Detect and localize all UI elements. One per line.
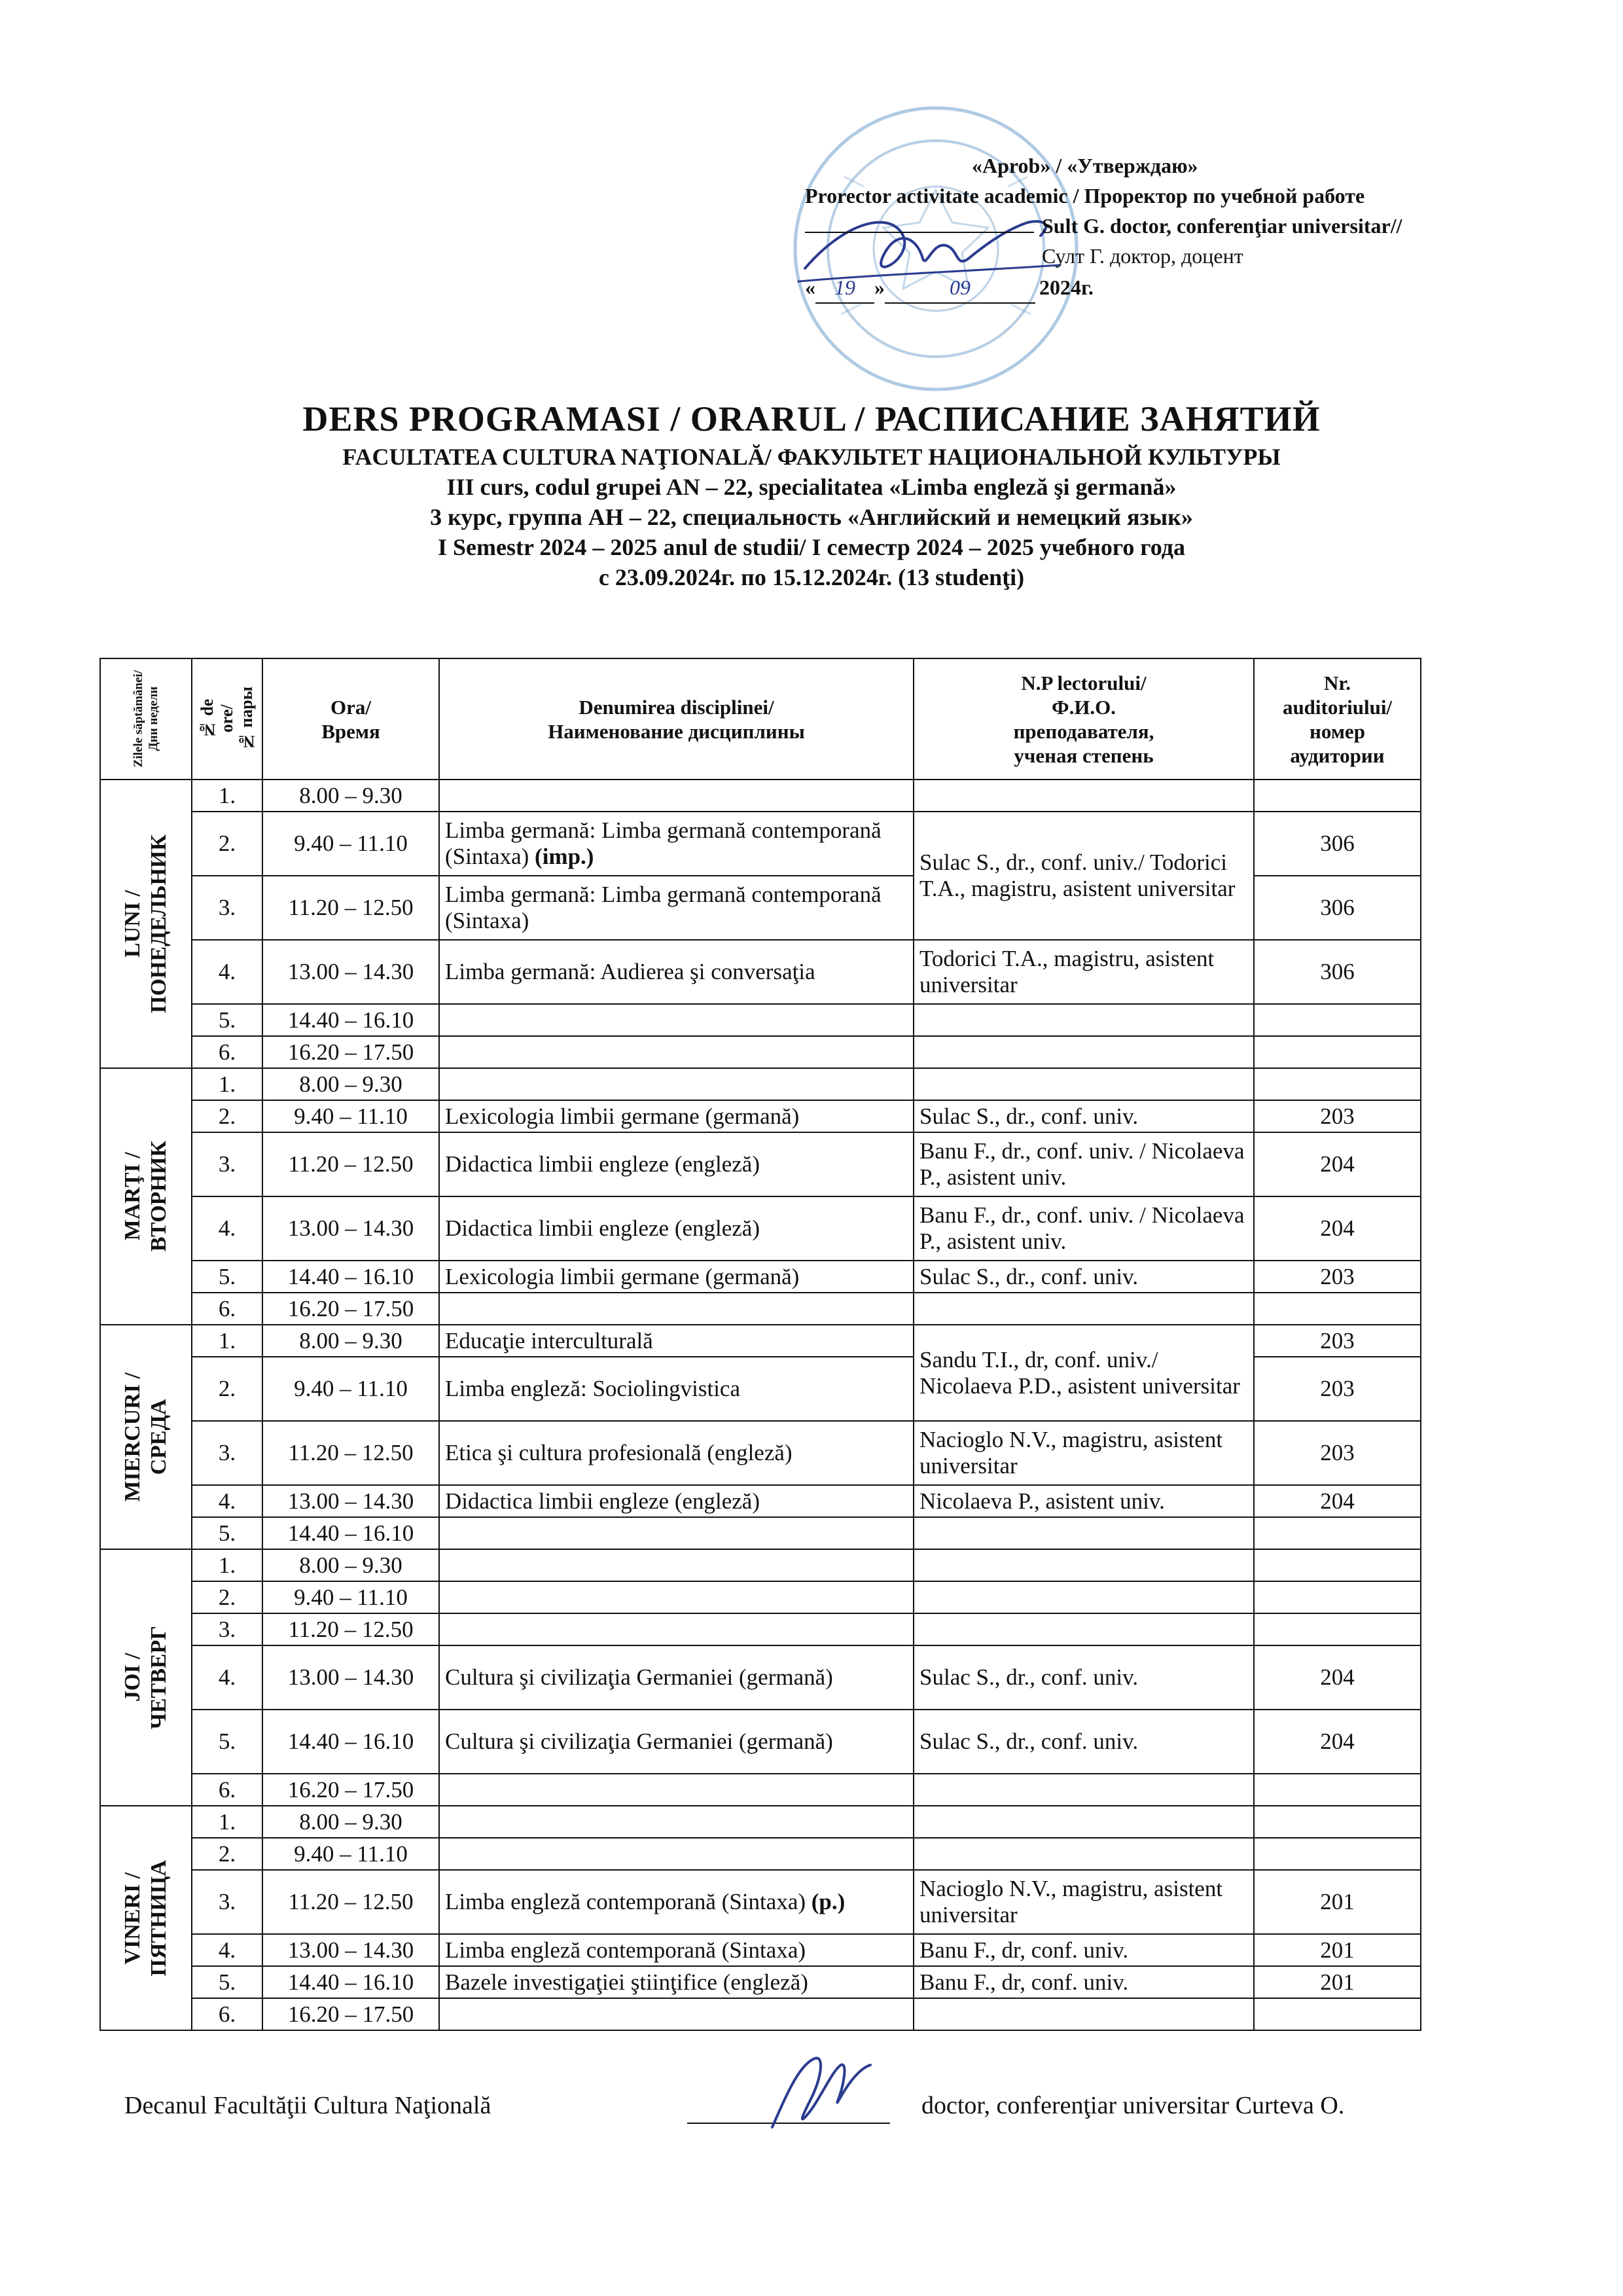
room [1254,1581,1421,1613]
table-row [100,1421,1421,1485]
discipline: Lexicologia limbii germane (germană) [439,1261,914,1293]
header-room [1254,658,1421,780]
day-label-ru: ЧЕТВЕРГ [147,1625,171,1730]
lecturer [914,780,1254,812]
lecturer: Banu F., dr., conf. univ. / Nicolaeva P., asistent univ. [914,1132,1254,1196]
table-row [100,1517,1421,1549]
header-discipline-1: Denumirea disciplinei/ [579,695,774,719]
day-label [120,1860,172,1977]
room: 203 [1254,1325,1421,1357]
pair-number: 4. [192,1645,262,1710]
room: 203 [1254,1421,1421,1485]
approval-block [805,151,1525,304]
header-day-text [131,670,161,767]
pair-time: 14.40 – 16.10 [262,1004,439,1036]
table-row [100,940,1421,1004]
lecturer: Banu F., dr., conf. univ. / Nicolaeva P., asistent univ. [914,1196,1254,1261]
discipline-text: Limba engleză contemporană (Sintaxa) [445,1889,806,1914]
pair-number: 5. [192,1261,262,1293]
room [1254,1293,1421,1325]
header-day [100,658,192,780]
pair-number: 6. [192,1998,262,2030]
header-number-2: ore/ [217,705,236,733]
discipline [439,1774,914,1806]
header-lecturer-2: Ф.И.О. [1051,695,1116,719]
pair-time: 16.20 – 17.50 [262,1293,439,1325]
header-number [192,658,262,780]
pair-number: 1. [192,1068,262,1100]
table-row [100,1036,1421,1068]
lecturer [914,1998,1254,2030]
discipline [439,1549,914,1581]
discipline: Cultura şi civilizaţia Germaniei (germană) [439,1645,914,1710]
page-title: DERS PROGRAMASI / ORARUL / РАСПИСАНИЕ ЗАНЯТИЙ [302,399,1321,439]
room: 204 [1254,1132,1421,1196]
lecturer: Todorici T.A., magistru, asistent universitar [914,940,1254,1004]
pair-time: 11.20 – 12.50 [262,876,439,940]
header-time [262,658,439,780]
pair-time: 9.40 – 11.10 [262,1581,439,1613]
table-row [100,812,1421,876]
table-row [100,1966,1421,1998]
pair-number: 1. [192,1549,262,1581]
lecturer [914,1036,1254,1068]
pair-number: 6. [192,1293,262,1325]
day-label-ro: MARŢI / [120,1152,145,1241]
day-cell-wednesday [100,1325,192,1549]
room [1254,1774,1421,1806]
table-row [100,1645,1421,1710]
table-row [100,1132,1421,1196]
discipline-type: (p.) [811,1889,846,1914]
header-lecturer-1: N.P lectorului/ [1021,671,1147,694]
day-label-ru: ВТОРНИК [147,1141,171,1252]
room: 201 [1254,1870,1421,1934]
header-lecturer [914,658,1254,780]
header-room-3: номер [1310,719,1365,743]
lecturer: Sulac S., dr., conf. univ. [914,1261,1254,1293]
pair-number: 3. [192,1132,262,1196]
pair-time: 9.40 – 11.10 [262,1100,439,1132]
lecturer: Sulac S., dr., conf. univ./ Todorici T.A., magistru, asistent universitar [914,812,1254,940]
header-time-1: Ora/ [330,695,371,719]
room: 201 [1254,1966,1421,1998]
discipline [439,1613,914,1645]
table-row [100,1325,1421,1357]
date-open-quote: « [805,276,815,299]
day-label-ro: MIERCURI / [120,1372,145,1502]
schedule-table [99,658,1421,2031]
discipline [439,1838,914,1870]
pair-number: 2. [192,1581,262,1613]
header-number-1: № de [198,698,217,740]
room: 306 [1254,940,1421,1004]
pair-time: 8.00 – 9.30 [262,1068,439,1100]
pair-number: 4. [192,1485,262,1517]
room [1254,1517,1421,1549]
discipline [439,1806,914,1838]
discipline: Cultura şi civilizaţia Germaniei (germană) [439,1710,914,1774]
header-day-ro: Zilele săptămânei/ [132,670,145,768]
pair-time: 16.20 – 17.50 [262,1036,439,1068]
room [1254,1613,1421,1645]
pair-number: 5. [192,1710,262,1774]
day-cell-friday [100,1806,192,2030]
discipline [439,780,914,812]
room [1254,1036,1421,1068]
lecturer [914,1293,1254,1325]
pair-time: 8.00 – 9.30 [262,1806,439,1838]
discipline: Lexicologia limbii germane (germană) [439,1100,914,1132]
approval-name-ru [805,241,1525,271]
pair-number: 2. [192,1357,262,1421]
table-row [100,1806,1421,1838]
header-room-4: аудитории [1290,744,1385,767]
pair-time: 16.20 – 17.50 [262,1998,439,2030]
room [1254,1806,1421,1838]
semester-line: I Semestr 2024 – 2025 anul de studii/ I семестр 2024 – 2025 учебного года [438,534,1185,560]
discipline: Limba germană: Limba germană contemporană (Sintaxa) [439,876,914,940]
day-label-ru: ПЯТНИЦА [147,1859,171,1977]
discipline [439,1036,914,1068]
discipline-text: Limba germană: Limba germană contemporană (Sintaxa) [445,817,882,869]
lecturer [914,1806,1254,1838]
discipline [439,1870,914,1934]
approval-position: Prorector activitate academic / Проректор по учебной работе [805,184,1365,207]
header-day-ru: Дни недели [147,687,160,751]
table-row [100,1293,1421,1325]
header-discipline [439,658,914,780]
header-time-2: Время [321,719,380,743]
table-row [100,1485,1421,1517]
pair-time: 9.40 – 11.10 [262,812,439,876]
date-year: 2024г. [1039,276,1094,299]
pair-time: 14.40 – 16.10 [262,1261,439,1293]
discipline [439,1581,914,1613]
pair-number: 1. [192,780,262,812]
approval-date [805,272,1525,304]
day-label [120,834,172,1013]
discipline: Didactica limbii engleze (engleză) [439,1485,914,1517]
approval-name-ro [805,211,1525,241]
table-row [100,1838,1421,1870]
discipline [439,1004,914,1036]
pair-time: 13.00 – 14.30 [262,1645,439,1710]
header-lecturer-3: преподавателя, [1013,719,1154,743]
lecturer [914,1068,1254,1100]
pair-time: 8.00 – 9.30 [262,1325,439,1357]
pair-number: 1. [192,1325,262,1357]
room [1254,1838,1421,1870]
pair-number: 3. [192,1613,262,1645]
day-cell-thursday [100,1549,192,1806]
pair-time: 11.20 – 12.50 [262,1132,439,1196]
day-label-ru: СРЕДА [147,1399,171,1475]
table-row [100,1100,1421,1132]
pair-time: 9.40 – 11.10 [262,1357,439,1421]
lecturer: Nacioglo N.V., magistru, asistent universitar [914,1421,1254,1485]
approval-name-ro-text: Sult G. doctor, conferenţiar universitar// [1042,214,1402,238]
discipline: Limba engleză contemporană (Sintaxa) [439,1934,914,1966]
day-label [120,1141,172,1251]
day-label-ro: VINERI / [120,1872,145,1964]
pair-number: 5. [192,1004,262,1036]
day-label-ro: JOI / [120,1653,145,1702]
room: 204 [1254,1645,1421,1710]
pair-time: 11.20 – 12.50 [262,1870,439,1934]
header-lecturer-4: ученая степень [1014,744,1154,767]
table-row [100,1934,1421,1966]
header-room-1: Nr. [1323,671,1351,694]
table-row [100,1581,1421,1613]
lecturer [914,1517,1254,1549]
pair-time: 8.00 – 9.30 [262,1549,439,1581]
day-cell-tuesday [100,1068,192,1325]
pair-time: 16.20 – 17.50 [262,1774,439,1806]
room [1254,1004,1421,1036]
day-cell-monday [100,780,192,1068]
discipline: Didactica limbii engleze (engleză) [439,1132,914,1196]
dean-title: doctor, conferenţiar universitar Curteva O. [921,2092,1345,2119]
date-day: 19 [815,272,874,304]
header-discipline-2: Наименование дисциплины [548,719,805,743]
pair-time: 11.20 – 12.50 [262,1421,439,1485]
discipline [439,1517,914,1549]
room: 201 [1254,1934,1421,1966]
room: 306 [1254,876,1421,940]
table-row [100,1549,1421,1581]
group-line-ru: 3 курс, группа АН – 22, специальность «Английский и немецкий язык» [430,504,1193,530]
discipline: Educaţie interculturală [439,1325,914,1357]
room: 204 [1254,1710,1421,1774]
lecturer: Banu F., dr, conf. univ. [914,1966,1254,1998]
pair-number: 2. [192,812,262,876]
table-row [100,1998,1421,2030]
room [1254,1998,1421,2030]
pair-time: 14.40 – 16.10 [262,1710,439,1774]
lecturer: Sulac S., dr., conf. univ. [914,1100,1254,1132]
discipline: Didactica limbii engleze (engleză) [439,1196,914,1261]
pair-number: 5. [192,1966,262,1998]
room: 203 [1254,1357,1421,1421]
room [1254,1068,1421,1100]
header-number-3: № пары [237,687,256,751]
pair-number: 2. [192,1100,262,1132]
discipline [439,1998,914,2030]
day-label-ro: LUNI / [120,890,145,958]
pair-time: 8.00 – 9.30 [262,780,439,812]
lecturer: Sandu T.I., dr, conf. univ./ Nicolaeva P.D., asistent universitar [914,1325,1254,1421]
pair-time: 13.00 – 14.30 [262,940,439,1004]
table-row [100,1004,1421,1036]
discipline: Bazele investigaţiei ştiinţifice (engleză) [439,1966,914,1998]
pair-number: 6. [192,1036,262,1068]
room: 203 [1254,1100,1421,1132]
pair-time: 9.40 – 11.10 [262,1838,439,1870]
pair-time: 13.00 – 14.30 [262,1485,439,1517]
discipline: Etica şi cultura profesională (engleză) [439,1421,914,1485]
approval-heading: «Aprob» / «Утверждаю» [972,154,1198,177]
pair-number: 1. [192,1806,262,1838]
pair-time: 11.20 – 12.50 [262,1613,439,1645]
header-room-2: auditoriului/ [1282,695,1393,719]
pair-number: 6. [192,1774,262,1806]
day-label-ru: ПОНЕДЕЛЬНИК [147,834,171,1013]
room: 203 [1254,1261,1421,1293]
table-row [100,1774,1421,1806]
title-block [0,396,1623,592]
pair-number: 3. [192,1870,262,1934]
lecturer [914,1838,1254,1870]
lecturer: Nicolaeva P., asistent univ. [914,1485,1254,1517]
discipline [439,1293,914,1325]
room: 306 [1254,812,1421,876]
discipline [439,1068,914,1100]
table-row [100,1261,1421,1293]
lecturer: Sulac S., dr., conf. univ. [914,1645,1254,1710]
table-header-row [100,658,1421,780]
table-row [100,1870,1421,1934]
table-row [100,1710,1421,1774]
lecturer [914,1774,1254,1806]
pair-time: 14.40 – 16.10 [262,1966,439,1998]
pair-number: 5. [192,1517,262,1549]
pair-number: 2. [192,1838,262,1870]
dean-label: Decanul Facultăţii Cultura Naţională [124,2092,491,2119]
pair-time: 13.00 – 14.30 [262,1934,439,1966]
pair-number: 3. [192,1421,262,1485]
discipline-type: (imp.) [535,844,594,869]
faculty-line: FACULTATEA CULTURA NAŢIONALĂ/ ФАКУЛЬТЕТ НАЦИОНАЛЬНОЙ КУЛЬТУРЫ [342,444,1281,470]
discipline: Limba germană: Audierea şi conversaţia [439,940,914,1004]
signature-line [805,232,1034,233]
lecturer [914,1581,1254,1613]
pair-number: 4. [192,1934,262,1966]
pair-number: 4. [192,1196,262,1261]
approval-name-ru-text: Султ Г. доктор, доцент [1042,244,1243,268]
room: 204 [1254,1196,1421,1261]
header-number-text [198,687,257,751]
pair-number: 4. [192,940,262,1004]
table-row [100,1068,1421,1100]
lecturer: Nacioglo N.V., magistru, asistent universitar [914,1870,1254,1934]
table-row [100,780,1421,812]
dean-signature-icon [759,2045,877,2137]
room [1254,1549,1421,1581]
lecturer [914,1004,1254,1036]
date-month: 09 [885,272,1035,304]
pair-time: 13.00 – 14.30 [262,1196,439,1261]
lecturer: Sulac S., dr., conf. univ. [914,1710,1254,1774]
table-row [100,1613,1421,1645]
room: 204 [1254,1485,1421,1517]
discipline: Limba engleză: Sociolingvistica [439,1357,914,1421]
lecturer [914,1549,1254,1581]
table-row [100,1196,1421,1261]
pair-number: 3. [192,876,262,940]
day-label [120,1626,172,1729]
pair-time: 14.40 – 16.10 [262,1517,439,1549]
day-label [120,1372,172,1501]
date-close-quote: » [874,276,885,299]
period-line: с 23.09.2024г. по 15.12.2024г. (13 studenţi) [598,564,1025,590]
lecturer [914,1613,1254,1645]
lecturer: Banu F., dr, conf. univ. [914,1934,1254,1966]
group-line-ro: III curs, codul grupei AN – 22, specialitatea «Limba engleză şi germană» [446,474,1177,500]
room [1254,780,1421,812]
discipline [439,812,914,876]
